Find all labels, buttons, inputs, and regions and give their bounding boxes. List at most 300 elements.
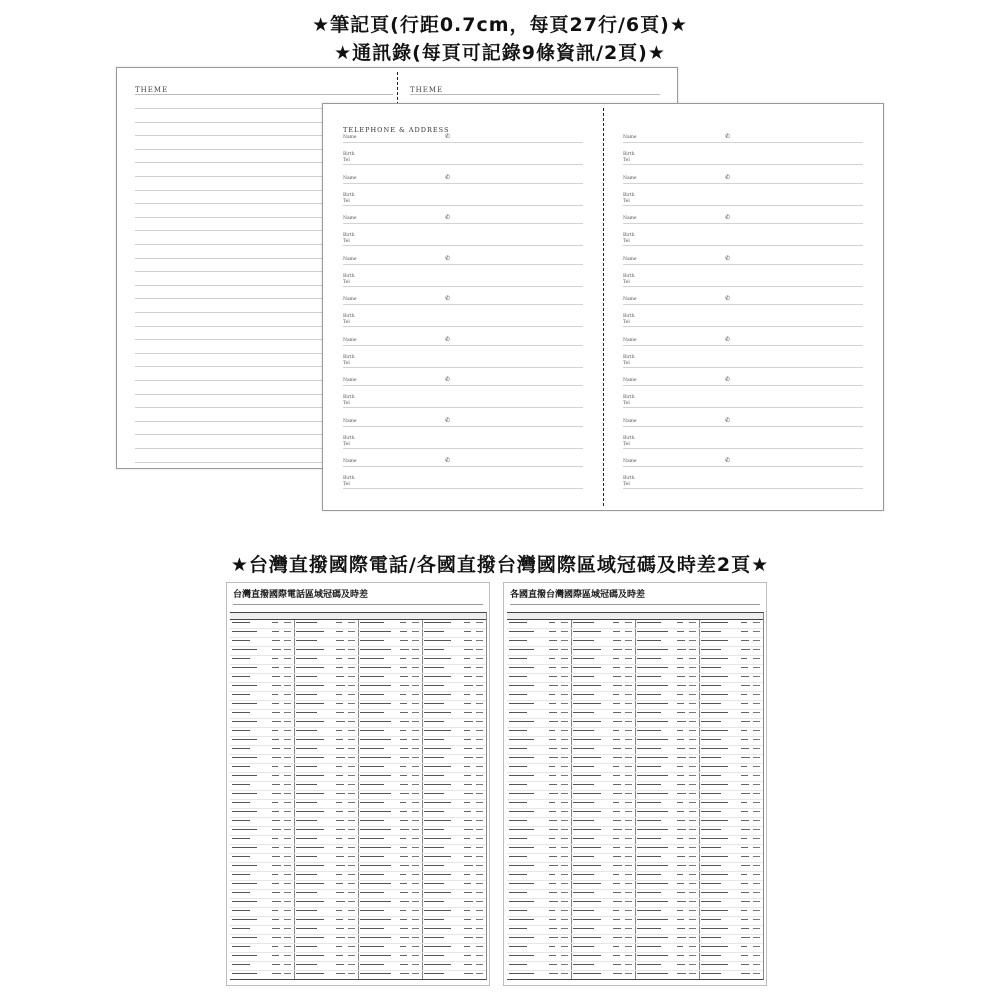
directory-code-block — [400, 640, 408, 641]
directory-row — [699, 926, 763, 935]
directory-text-block — [232, 847, 257, 848]
name-label: Name — [343, 135, 357, 140]
directory-column — [358, 612, 423, 980]
directory-time-block — [284, 694, 291, 695]
directory-time-block — [348, 874, 355, 875]
directory-text-block — [360, 631, 391, 632]
directory-text-block — [637, 856, 661, 857]
directory-row — [294, 692, 358, 701]
directory-row — [230, 764, 294, 773]
directory-text-block — [637, 955, 668, 956]
directory-text-block — [701, 721, 721, 722]
address-entry[interactable] — [333, 256, 583, 296]
directory-text-block — [424, 649, 444, 650]
directory-time-block — [561, 757, 568, 758]
directory-row — [699, 800, 763, 809]
directory-row — [230, 665, 294, 674]
directory-row — [230, 854, 294, 863]
directory-row — [635, 701, 699, 710]
directory-time-block — [753, 955, 760, 956]
directory-text-block — [296, 748, 317, 749]
directory-row — [422, 944, 486, 953]
directory-time-block — [561, 919, 568, 920]
directory-row — [571, 656, 635, 665]
directory-row — [635, 665, 699, 674]
directory-row — [571, 845, 635, 854]
directory-row — [294, 719, 358, 728]
directory-row — [422, 647, 486, 656]
directory-row — [294, 908, 358, 917]
directory-column-header — [571, 613, 635, 620]
directory-text-block — [701, 964, 728, 965]
directory-row — [699, 809, 763, 818]
directory-time-block — [561, 964, 568, 965]
directory-text-block — [509, 811, 534, 812]
directory-code-block — [741, 658, 747, 659]
name-line — [623, 304, 863, 305]
directory-code-block — [613, 703, 620, 704]
directory-text-block — [360, 892, 384, 893]
directory-time-block — [561, 676, 568, 677]
directory-code-block — [464, 658, 470, 659]
directory-code-block — [336, 631, 343, 632]
directory-code-block — [336, 919, 343, 920]
directory-time-block — [284, 910, 291, 911]
directory-code-block — [549, 730, 555, 731]
directory-time-block — [284, 955, 291, 956]
address-entry[interactable] — [613, 337, 863, 377]
directory-row — [422, 935, 486, 944]
directory-subheader-rule — [510, 604, 760, 605]
directory-text-block — [232, 883, 257, 884]
directory-text-block — [573, 838, 594, 839]
name-line — [343, 426, 583, 427]
directory-time-block — [284, 703, 291, 704]
directory-code-block — [336, 847, 343, 848]
name-label: Name — [343, 256, 357, 262]
directory-text-block — [509, 703, 534, 704]
directory-row — [230, 881, 294, 890]
directory-row — [699, 692, 763, 701]
directory-row — [635, 908, 699, 917]
directory-code-block — [613, 937, 622, 938]
directory-time-block — [753, 649, 760, 650]
directory-code-block — [336, 685, 345, 686]
address-entry[interactable] — [613, 256, 863, 296]
directory-text-block — [296, 631, 324, 632]
directory-code-block — [613, 883, 620, 884]
directory-time-block — [561, 766, 568, 767]
name-line — [623, 264, 863, 265]
directory-time-block — [348, 784, 355, 785]
directory-text-block — [360, 730, 384, 731]
directory-text-block — [637, 946, 661, 947]
name-line — [343, 385, 583, 386]
directory-text-block — [232, 892, 250, 893]
directory-time-block — [412, 685, 419, 686]
directory-time-block — [753, 658, 760, 659]
directory-row — [635, 971, 699, 980]
directory-row — [635, 638, 699, 647]
directory-code-block — [549, 946, 555, 947]
directory-code-block — [613, 640, 621, 641]
directory-time-block — [689, 685, 696, 686]
directory-row — [422, 764, 486, 773]
directory-time-block — [561, 865, 568, 866]
phone-mark: ✆ — [725, 416, 731, 424]
address-entry[interactable] — [613, 134, 863, 174]
directory-row — [358, 890, 422, 899]
directory-time-block — [689, 865, 696, 866]
directory-time-block — [476, 928, 483, 929]
directory-time-block — [561, 712, 568, 713]
directory-code-block — [336, 811, 343, 812]
directory-code-block — [464, 784, 472, 785]
directory-time-block — [348, 721, 355, 722]
directory-row — [635, 791, 699, 800]
directory-row — [507, 908, 571, 917]
directory-time-block — [625, 694, 632, 695]
directory-text-block — [296, 622, 317, 623]
directory-text-block — [509, 712, 527, 713]
directory-code-block — [400, 784, 408, 785]
directory-code-block — [613, 910, 619, 911]
address-line — [343, 326, 583, 327]
directory-code-block — [549, 640, 557, 641]
directory-text-block — [232, 721, 257, 722]
address-entry[interactable] — [333, 377, 583, 417]
directory-row — [699, 647, 763, 656]
directory-code-block — [549, 820, 557, 821]
directory-text-block — [424, 937, 444, 938]
directory-text-block — [637, 748, 661, 749]
directory-time-block — [348, 631, 355, 632]
directory-time-block — [412, 829, 419, 830]
directory-text-block — [509, 955, 534, 956]
directory-text-block — [573, 847, 601, 848]
directory-text-block — [360, 712, 384, 713]
directory-row — [422, 638, 486, 647]
directory-row — [358, 899, 422, 908]
tel-label: Tel — [623, 198, 630, 204]
directory-time-block — [689, 973, 696, 974]
directory-row — [422, 809, 486, 818]
directory-text-block — [232, 901, 257, 902]
directory-text-block — [296, 865, 324, 866]
directory-text-block — [509, 856, 527, 857]
directory-code-block — [464, 910, 470, 911]
address-line — [623, 407, 863, 408]
directory-text-block — [360, 973, 391, 974]
directory-time-block — [348, 865, 355, 866]
directory-code-block — [677, 928, 685, 929]
directory-time-block — [284, 775, 291, 776]
directory-text-block — [509, 865, 534, 866]
directory-code-block — [677, 901, 686, 902]
directory-code-block — [677, 838, 683, 839]
directory-text-block — [637, 901, 668, 902]
directory-time-block — [561, 892, 568, 893]
directory-code-block — [400, 631, 407, 632]
directory-time-block — [625, 811, 632, 812]
directory-text-block — [573, 820, 594, 821]
directory-text-block — [637, 910, 661, 911]
directory-code-block — [336, 739, 343, 740]
directory-text-block — [360, 811, 391, 812]
directory-code-block — [613, 721, 622, 722]
directory-row — [699, 665, 763, 674]
directory-row — [358, 773, 422, 782]
directory-time-block — [753, 856, 760, 857]
directory-time-block — [689, 874, 696, 875]
directory-text-block — [296, 640, 317, 641]
directory-row — [422, 782, 486, 791]
directory-time-block — [561, 640, 568, 641]
directory-text-block — [424, 865, 444, 866]
directory-text-block — [701, 901, 721, 902]
directory-code-block — [336, 622, 342, 623]
directory-time-block — [284, 946, 291, 947]
directory-row — [422, 656, 486, 665]
directory-text-block — [701, 757, 721, 758]
directory-code-block — [677, 757, 686, 758]
directory-code-block — [677, 712, 685, 713]
directory-code-block — [741, 811, 748, 812]
directory-code-block — [272, 910, 278, 911]
directory-time-block — [561, 622, 568, 623]
directory-code-block — [272, 874, 278, 875]
directory-time-block — [561, 694, 568, 695]
name-label: Name — [343, 459, 357, 464]
directory-time-block — [348, 820, 355, 821]
directory-time-block — [625, 856, 632, 857]
directory-time-block — [689, 658, 696, 659]
address-entry[interactable] — [613, 458, 863, 498]
directory-code-block — [400, 775, 407, 776]
directory-code-block — [549, 901, 558, 902]
directory-page-left — [226, 582, 490, 986]
directory-row — [635, 629, 699, 638]
directory-code-block — [336, 784, 344, 785]
directory-row — [571, 899, 635, 908]
directory-title-right: 各國直撥台灣國際區域冠碼及時差 — [510, 590, 646, 600]
tel-label: Tel — [343, 239, 350, 244]
directory-text-block — [232, 964, 250, 965]
directory-time-block — [476, 811, 483, 812]
address-entry[interactable] — [333, 215, 583, 255]
directory-code-block — [741, 937, 750, 938]
directory-row — [635, 899, 699, 908]
directory-text-block — [573, 919, 601, 920]
directory-text-block — [296, 838, 317, 839]
directory-time-block — [284, 811, 291, 812]
directory-time-block — [284, 793, 291, 794]
directory-column-header — [230, 613, 294, 620]
directory-row — [571, 647, 635, 656]
directory-text-block — [573, 928, 594, 929]
directory-row — [699, 719, 763, 728]
directory-text-block — [424, 856, 451, 857]
directory-code-block — [272, 730, 278, 731]
directory-row — [507, 665, 571, 674]
directory-time-block — [412, 703, 419, 704]
directory-time-block — [561, 784, 568, 785]
directory-text-block — [509, 676, 527, 677]
tel-label: Tel — [343, 360, 350, 366]
directory-text-block — [232, 649, 257, 650]
directory-code-block — [464, 721, 473, 722]
directory-row — [571, 764, 635, 773]
directory-row — [635, 764, 699, 773]
address-entry[interactable] — [333, 175, 583, 215]
directory-time-block — [348, 892, 355, 893]
directory-code-block — [741, 685, 750, 686]
directory-text-block — [360, 829, 391, 830]
directory-row — [507, 647, 571, 656]
address-line — [343, 448, 583, 449]
directory-code-block — [464, 847, 471, 848]
directory-row — [230, 647, 294, 656]
directory-code-block — [464, 874, 470, 875]
directory-row — [507, 827, 571, 836]
directory-row — [635, 674, 699, 683]
directory-text-block — [296, 937, 324, 938]
directory-code-block — [741, 730, 747, 731]
directory-row — [571, 836, 635, 845]
directory-code-block — [613, 676, 621, 677]
directory-time-block — [284, 658, 291, 659]
directory-time-block — [476, 865, 483, 866]
directory-time-block — [476, 676, 483, 677]
directory-row — [358, 755, 422, 764]
tel-label: Tel — [623, 401, 630, 406]
address-entry[interactable] — [333, 458, 583, 498]
address-entry[interactable] — [613, 175, 863, 215]
directory-text-block — [573, 865, 601, 866]
address-entry[interactable] — [333, 418, 583, 458]
directory-row — [230, 692, 294, 701]
directory-row — [230, 656, 294, 665]
directory-code-block — [272, 721, 281, 722]
directory-code-block — [400, 892, 408, 893]
directory-time-block — [689, 901, 696, 902]
directory-code-block — [336, 856, 344, 857]
directory-code-block — [677, 937, 686, 938]
address-line — [343, 488, 583, 489]
name-label: Name — [623, 256, 637, 262]
directory-text-block — [424, 955, 444, 956]
directory-row — [635, 683, 699, 692]
directory-row — [635, 809, 699, 818]
directory-code-block — [336, 946, 342, 947]
directory-row — [635, 827, 699, 836]
directory-row — [294, 854, 358, 863]
directory-code-block — [464, 946, 470, 947]
directory-text-block — [701, 937, 721, 938]
directory-text-block — [701, 892, 728, 893]
directory-text-block — [509, 838, 527, 839]
address-line — [623, 164, 863, 165]
directory-time-block — [625, 838, 632, 839]
name-line — [623, 345, 863, 346]
directory-code-block — [464, 973, 473, 974]
directory-text-block — [360, 721, 391, 722]
directory-text-block — [424, 793, 444, 794]
directory-time-block — [561, 730, 568, 731]
directory-text-block — [360, 928, 384, 929]
directory-time-block — [348, 676, 355, 677]
directory-code-block — [336, 928, 344, 929]
address-line — [623, 205, 863, 206]
directory-row — [294, 773, 358, 782]
directory-row — [358, 782, 422, 791]
directory-code-block — [400, 748, 408, 749]
directory-time-block — [348, 757, 355, 758]
directory-row — [358, 665, 422, 674]
address-entry[interactable] — [613, 296, 863, 336]
directory-time-block — [348, 901, 355, 902]
directory-code-block — [336, 757, 345, 758]
directory-time-block — [412, 739, 419, 740]
directory-time-block — [476, 712, 483, 713]
directory-time-block — [284, 883, 291, 884]
directory-text-block — [509, 775, 534, 776]
directory-text-block — [573, 784, 594, 785]
directory-time-block — [561, 838, 568, 839]
directory-text-block — [573, 757, 601, 758]
directory-row — [571, 881, 635, 890]
directory-row — [422, 683, 486, 692]
directory-time-block — [412, 856, 419, 857]
address-entry[interactable] — [613, 377, 863, 417]
directory-time-block — [625, 685, 632, 686]
directory-time-block — [625, 622, 632, 623]
phone-mark: ✆ — [445, 416, 451, 424]
directory-time-block — [284, 766, 291, 767]
address-entry[interactable] — [333, 337, 583, 377]
directory-code-block — [549, 748, 557, 749]
name-line — [623, 183, 863, 184]
birth-label: Birth — [623, 395, 635, 400]
tel-label: Tel — [623, 482, 630, 487]
address-entry[interactable] — [613, 418, 863, 458]
address-entry[interactable] — [333, 296, 583, 336]
directory-text-block — [637, 703, 668, 704]
directory-row — [635, 692, 699, 701]
directory-text-block — [424, 874, 451, 875]
directory-code-block — [677, 973, 686, 974]
directory-text-block — [573, 829, 601, 830]
directory-code-block — [464, 739, 471, 740]
directory-time-block — [412, 730, 419, 731]
directory-time-block — [476, 901, 483, 902]
directory-text-block — [637, 784, 661, 785]
address-entry[interactable] — [333, 134, 583, 174]
directory-time-block — [284, 640, 291, 641]
directory-row — [358, 818, 422, 827]
directory-code-block — [549, 721, 558, 722]
directory-code-block — [400, 622, 406, 623]
directory-code-block — [677, 856, 685, 857]
directory-code-block — [464, 901, 473, 902]
address-entry[interactable] — [613, 215, 863, 255]
directory-text-block — [509, 973, 534, 974]
directory-row — [358, 926, 422, 935]
directory-code-block — [272, 649, 281, 650]
directory-code-block — [400, 928, 408, 929]
directory-time-block — [284, 802, 291, 803]
directory-time-block — [689, 667, 696, 668]
